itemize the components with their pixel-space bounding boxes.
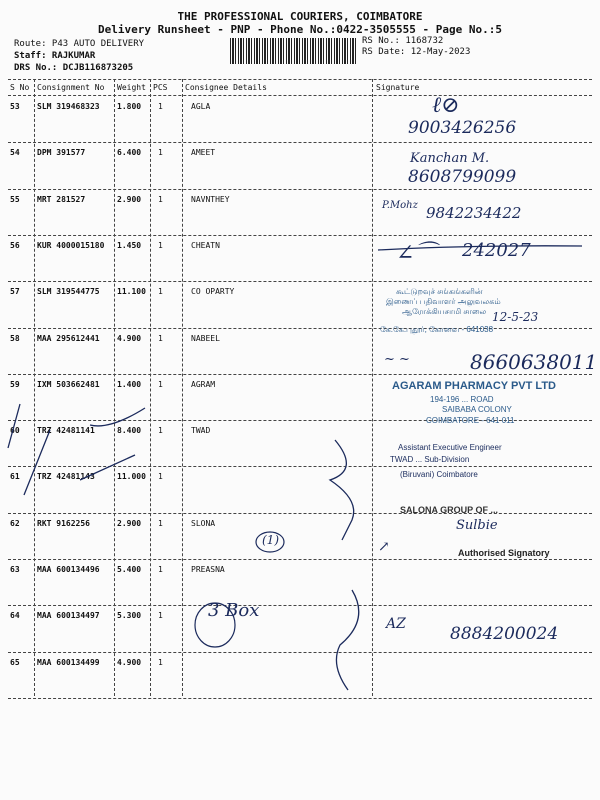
row-consignee: AGLA [191,102,211,111]
signature-57-date: 12-5-23 [492,310,539,324]
signature-55-name: P.Mohz [382,200,418,211]
company-title: THE PROFESSIONAL COURIERS, COIMBATORE [177,10,423,23]
col-header-sno: S No [10,83,30,92]
row-pcs: 1 [158,472,163,481]
row-consignment: SLM 319468323 [37,102,100,111]
row-sno: 61 [10,472,20,481]
row-sno: 54 [10,148,20,157]
row-weight: 2.900 [117,195,142,204]
col-header-consignment: Consignment No [37,83,105,92]
rs-date: RS Date: 12-May-2023 [362,47,471,57]
row-pcs: 1 [158,241,163,250]
rs-number: RS No.: 1168732 [362,36,444,46]
row-separator [8,466,592,467]
row-consignee: CHEATN [191,241,220,250]
row-consignment: IXM 503662481 [37,380,100,389]
row-sno: 55 [10,195,20,204]
stamp-59-line3: SAIBABA COLONY [442,405,512,414]
row-separator [8,189,592,190]
row-consignee: NAVNTHEY [191,195,230,204]
row-weight: 2.900 [117,519,142,528]
row-separator [8,235,592,236]
annotation-64: 3 Box [208,600,260,621]
row-sno: 53 [10,102,20,111]
signature-58: 8660638011 [470,350,598,374]
signature-56: 242027 [462,240,531,261]
row-weight: 4.900 [117,334,142,343]
runsheet-subtitle: Delivery Runsheet - PNP - Phone No.:0422-3505555 - Page No.:5 [98,23,502,36]
col-header-signature: Signature [376,83,420,92]
signature-53: 9003426256 [408,118,517,138]
col-divider [34,79,35,696]
col-divider [182,79,183,696]
row-sno: 57 [10,287,20,296]
col-divider [372,79,373,696]
row-sno: 64 [10,611,20,620]
row-pcs: 1 [158,426,163,435]
row-pcs: 1 [158,611,163,620]
signature-64-phone: 8884200024 [450,624,559,644]
row-consignment: SLM 319544775 [37,287,100,296]
row-pcs: 1 [158,380,163,389]
row-sno: 60 [10,426,20,435]
col-header-weight: Weight [117,83,146,92]
row-pcs: 1 [158,287,163,296]
row-consignment: TRZ 42481143 [37,472,95,481]
pen-stroke [24,430,50,495]
row-pcs: 1 [158,195,163,204]
row-weight: 1.450 [117,241,142,250]
row-pcs: 1 [158,658,163,667]
row-consignee: AMEET [191,148,216,157]
row-pcs: 1 [158,334,163,343]
staff-label: Staff: RAJKUMAR [14,51,96,61]
route-label: Route: P43 AUTO DELIVERY [14,39,145,49]
row-consignment: MAA 600134499 [37,658,100,667]
signature-56-mark: ∠⌒ [396,241,437,266]
signature-62: Sulbie [456,518,498,533]
stamp-60-line1: Assistant Executive Engineer [398,443,502,452]
row-separator [8,605,592,606]
row-consignment: MRT 281527 [37,195,86,204]
col-header-consignee: Consignee Details [185,83,267,92]
row-consignee: AGRAM [191,380,216,389]
col-divider [114,79,115,696]
row-weight: 8.400 [117,426,142,435]
stamp-59-line2: 194-196 ... ROAD [430,395,494,404]
pen-stroke [330,440,354,540]
row-pcs: 1 [158,148,163,157]
row-separator [8,328,592,329]
row-sno: 59 [10,380,20,389]
row-consignee: PREASNA [191,565,225,574]
stamp-57-line4: கே.கே.புதூர், கோவை - 641038 [380,325,494,334]
drs-number: DRS No.: DCJB116873205 [14,63,134,73]
row-separator [8,698,592,699]
row-consignee: CO OPARTY [191,287,235,296]
header-rule [8,95,592,96]
row-consignee: SLONA [191,519,216,528]
row-pcs: 1 [158,565,163,574]
signature-54-phone: 8608799099 [408,167,517,187]
stamp-62: SALONA GROUP OF ... [400,505,499,515]
row-consignee: TWAD [191,426,211,435]
row-weight: 5.400 [117,565,142,574]
stamp-60-line2: TWAD ... Sub-Division [390,455,470,464]
col-header-pcs: PCS [153,83,168,92]
row-weight: 1.400 [117,380,142,389]
row-pcs: 1 [158,519,163,528]
barcode [230,38,356,64]
stamp-57-line3: ஆரோக்கியசாமி சாலை [402,307,487,316]
signature-58-mark: ~ ~ [384,352,410,367]
row-separator [8,142,592,143]
row-consignment: KUR 4000015180 [37,241,105,250]
row-consignment: RKT 9162256 [37,519,90,528]
col-divider [150,79,151,696]
row-separator [8,652,592,653]
row-consignment: TRZ 42481141 [37,426,95,435]
table-top-rule [8,79,592,80]
row-sno: 63 [10,565,20,574]
stamp-60-line3: (Biruvani) Coimbatore [400,470,478,479]
stamp-57-line2: இணைப் பதிவாளர் அலுவலகம் [386,297,501,306]
row-separator [8,559,592,560]
row-consignment: MAA 295612441 [37,334,100,343]
row-sno: 65 [10,658,20,667]
row-consignment: DPM 391577 [37,148,86,157]
row-weight: 5.300 [117,611,142,620]
row-weight: 1.800 [117,102,142,111]
row-sno: 56 [10,241,20,250]
row-separator [8,513,592,514]
row-sno: 62 [10,519,20,528]
stamp-63: Authorised Signatory [458,548,550,558]
row-consignee: NABEEL [191,334,220,343]
signature-55-phone: 9842234422 [426,204,522,222]
signature-54-name: Kanchan M. [410,151,490,166]
row-consignment: MAA 600134497 [37,611,100,620]
row-pcs: 1 [158,102,163,111]
row-weight: 4.900 [117,658,142,667]
row-separator [8,374,592,375]
row-separator [8,281,592,282]
signature-63-mark: ↗ [378,539,390,555]
annotation-circle-1: (1) [262,533,279,547]
stamp-59-line1: AGARAM PHARMACY PVT LTD [392,380,556,392]
stamp-59-line4: COIMBATORE - 641 011 [426,416,515,425]
row-weight: 6.400 [117,148,142,157]
signature-64: AZ [386,616,406,632]
signature-scribble: ℓ⊘ [432,93,460,118]
row-weight: 11.000 [117,472,146,481]
row-sno: 58 [10,334,20,343]
pen-stroke [90,408,145,426]
stamp-57-line1: கூட்டுறவுச் சங்கங்களின் [396,287,483,296]
row-weight: 11.100 [117,287,146,296]
row-consignment: MAA 600134496 [37,565,100,574]
